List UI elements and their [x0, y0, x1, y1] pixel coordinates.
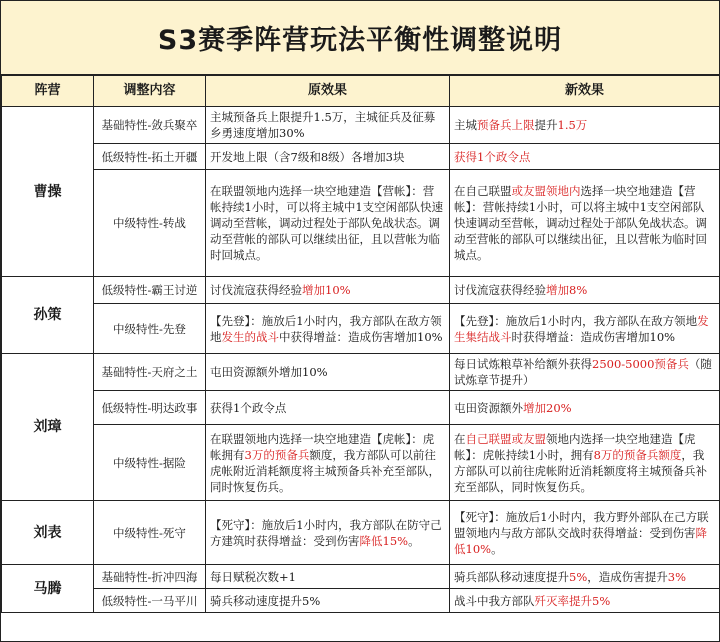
highlight-text: 增加20%: [523, 400, 572, 415]
effect-text: ，造成伤害提升: [587, 569, 668, 584]
item-cell: 基础特性-敛兵聚卒: [94, 107, 206, 144]
old-effect-cell: [206, 501, 450, 565]
effect-text: 战斗中我方部队: [454, 593, 535, 608]
old-effect-cell: [206, 170, 450, 277]
highlight-text: 发生集结战斗: [454, 313, 709, 344]
effect-text: ，我方部队可以前往虎帐附近消耗额度将主城预备兵补充至部队，同时恢复伤兵。: [454, 447, 707, 494]
table-row: [2, 391, 720, 425]
highlight-text: 歼灭率提升5%: [534, 593, 611, 608]
highlight-text: 增加8%: [546, 283, 588, 297]
effect-text: 屯田资源额外: [454, 400, 523, 415]
item-cell: 基础特性-折冲四海: [94, 565, 206, 589]
effect-text: 主城预备兵上限提升1.5万，主城征兵及征募乡勇速度增加30%: [210, 110, 436, 140]
header-camp: 阵营: [2, 76, 94, 107]
new-effect-cell: [450, 144, 720, 170]
highlight-text: 3万的预备兵: [244, 447, 310, 462]
effect-text: 每日赋税次数+1: [210, 569, 296, 584]
item-cell: 中级特性-据险: [94, 425, 206, 501]
table-row: [2, 589, 720, 613]
table-header-row: [2, 76, 720, 107]
table-row: [2, 170, 720, 277]
highlight-text: 获得1个政令点: [454, 149, 531, 164]
effect-text: 骑兵移动速度提升5%: [210, 593, 321, 608]
table-row: [2, 425, 720, 501]
table-row: [2, 304, 720, 354]
effect-text: 提升: [534, 118, 558, 132]
highlight-text: 降低15%: [359, 533, 409, 548]
table-row: [2, 277, 720, 304]
table-row: [2, 144, 720, 170]
highlight-text: 增加10%: [302, 283, 351, 297]
new-effect-cell: [450, 565, 720, 589]
effect-text: 【死守】：施放后1小时内，我方部队在防守己方建筑时获得增益：受到伤害: [210, 517, 442, 548]
effect-text: 获得1个政令点: [210, 400, 287, 415]
new-effect-cell: [450, 277, 720, 304]
old-effect-cell: [206, 354, 450, 391]
header-old: 原效果: [206, 76, 450, 107]
effect-text: 领地内选择一块空地建造【虎帐】：虎帐持续1小时，拥有: [454, 431, 696, 462]
new-effect-cell: [450, 501, 720, 565]
old-effect-cell: [206, 107, 450, 144]
new-effect-cell: [450, 107, 720, 144]
old-effect-cell: [206, 277, 450, 304]
header-new: 新效果: [450, 76, 720, 107]
old-effect-cell: [206, 425, 450, 501]
effect-text: 在: [454, 431, 466, 446]
table-row: [2, 354, 720, 391]
effect-text: （随试炼章节提升）: [454, 357, 712, 387]
new-effect-cell: [450, 391, 720, 425]
old-effect-cell: [206, 304, 450, 354]
highlight-text: 2500-5000预备兵: [592, 357, 689, 371]
effect-text: 中获得增益：造成伤害增加10%: [279, 329, 443, 344]
old-effect-cell: [206, 144, 450, 170]
item-cell: 中级特性-死守: [94, 501, 206, 565]
adjustment-table: [1, 75, 720, 613]
header-item: 调整内容: [94, 76, 206, 107]
table-row: [2, 565, 720, 589]
effect-text: 选择一块空地建造【营帐】：营帐持续1小时，可以将主城中1支空闲部队快速调动至营帐，调动过程处于部队免战状态。调动至营帐的部队可以继续出征，且以营帐为临时回城点。: [454, 184, 707, 262]
effect-text: 在自己联盟: [454, 184, 512, 198]
new-effect-cell: [450, 589, 720, 613]
old-effect-cell: [206, 565, 450, 589]
camp-ma: 马腾: [2, 565, 94, 613]
new-effect-cell: [450, 354, 720, 391]
effect-text: 额度，我方部队可以前往虎帐附近消耗额度将主城预备兵补充至部队，同时恢复伤兵。: [210, 447, 440, 494]
table-row: [2, 107, 720, 144]
camp-liu: 刘璋: [2, 354, 94, 501]
camp-liubiao: 刘表: [2, 501, 94, 565]
camp-sun: 孙策: [2, 277, 94, 354]
effect-text: 讨伐流寇获得经验: [210, 283, 302, 297]
effect-text: 屯田资源额外增加10%: [210, 365, 328, 379]
camp-cao: 曹操: [2, 107, 94, 277]
old-effect-cell: [206, 589, 450, 613]
effect-text: 时获得增益：造成伤害增加10%: [511, 329, 676, 344]
highlight-text: 5%: [569, 569, 588, 584]
new-effect-cell: [450, 425, 720, 501]
effect-text: 【先登】：施放后1小时内，我方部队在敌方领地: [210, 313, 442, 344]
effect-text: 开发地上限（含7级和8级）各增加3块: [210, 149, 405, 164]
highlight-text: 降低10%: [454, 525, 707, 556]
item-cell: 低级特性-霸王讨逆: [94, 277, 206, 304]
highlight-text: 1.5万: [557, 118, 588, 132]
highlight-text: 发生的战斗: [221, 329, 279, 344]
highlight-text: 8万的预备兵额度: [593, 447, 682, 462]
effect-text: 在联盟领地内选择一块空地建造【虎帐】：虎帐拥有: [210, 431, 435, 462]
effect-text: 。: [491, 541, 503, 556]
table-row: [2, 501, 720, 565]
effect-text: 在联盟领地内选择一块空地建造【营帐】：营帐持续1小时，可以将主城中1支空闲部队快速调动至营帐，调动过程处于部队免战状态。调动至营帐的部队可以继续出征，且以营帐为临时回城点。: [210, 184, 444, 262]
highlight-text: 预备兵上限: [477, 118, 535, 132]
item-cell: 低级特性-拓土开疆: [94, 144, 206, 170]
effect-text: 骑兵部队移动速度提升: [454, 569, 569, 584]
highlight-text: 3%: [667, 569, 686, 584]
highlight-text: 自己联盟或友盟: [465, 431, 546, 446]
effect-text: 主城: [454, 118, 477, 132]
item-cell: 基础特性-天府之土: [94, 354, 206, 391]
new-effect-cell: [450, 304, 720, 354]
item-cell: 低级特性-一马平川: [94, 589, 206, 613]
new-effect-cell: [450, 170, 720, 277]
highlight-text: 或友盟领地内: [511, 184, 581, 198]
page-title: S3赛季阵营玩法平衡性调整说明: [157, 25, 563, 56]
effect-text: 。: [408, 533, 420, 548]
item-cell: 低级特性-明达政事: [94, 391, 206, 425]
effect-text: 【先登】：施放后1小时内，我方部队在敌方领地: [454, 313, 698, 328]
item-cell: 中级特性-转战: [94, 170, 206, 277]
item-cell: 中级特性-先登: [94, 304, 206, 354]
effect-text: 讨伐流寇获得经验: [454, 283, 546, 297]
title-bar: [1, 1, 719, 75]
old-effect-cell: [206, 391, 450, 425]
effect-text: 每日试炼粮草补给额外获得: [454, 357, 592, 371]
effect-text: 【死守】：施放后1小时内，我方野外部队在己方联盟领地内与敌方部队交战时获得增益：受到伤害: [454, 509, 709, 540]
